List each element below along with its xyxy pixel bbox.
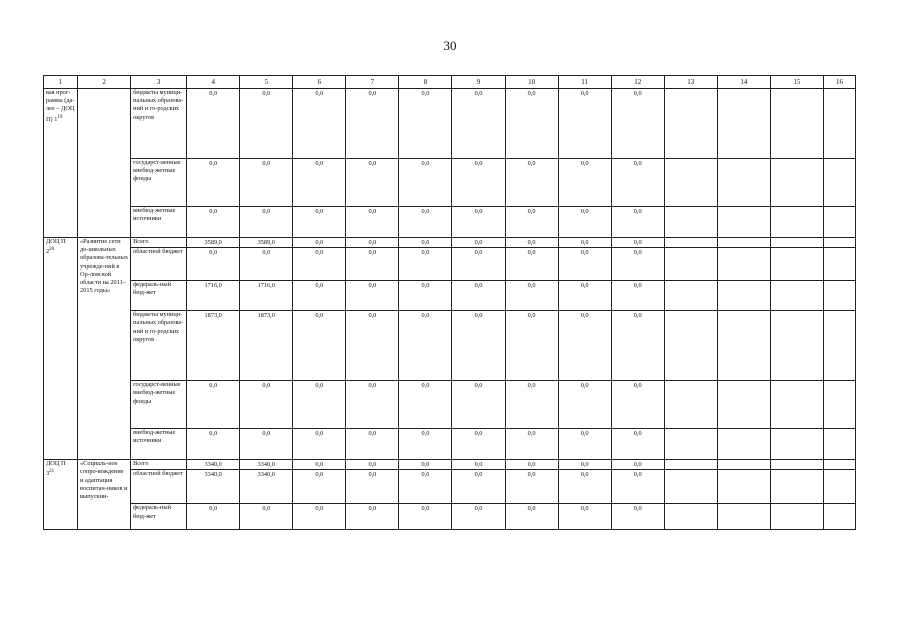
program-code-cell: [44, 238, 78, 460]
funding-source: Всего: [131, 460, 187, 470]
value-cell: 0,0: [505, 89, 558, 159]
value-cell: 0,0: [399, 207, 452, 238]
value-cell: 0,0: [293, 470, 346, 504]
value-cell: 0,0: [452, 248, 505, 281]
value-cell: 0,0: [558, 89, 611, 159]
empty-cell: [664, 460, 717, 470]
value-cell: 0,0: [187, 381, 240, 429]
empty-cell: [770, 159, 823, 207]
value-cell: 0,0: [505, 281, 558, 311]
value-cell: 0,0: [611, 207, 664, 238]
empty-cell: [717, 248, 770, 281]
value-cell: 0,0: [240, 89, 293, 159]
value-cell: 0,0: [611, 470, 664, 504]
value-cell: 1873,0: [187, 311, 240, 381]
value-cell: 0,0: [558, 248, 611, 281]
funding-source: государст-венные внебюд-жетные фонды: [131, 159, 187, 207]
value-cell: 0,0: [611, 238, 664, 248]
value-cell: 0,0: [293, 89, 346, 159]
value-cell: 0,0: [293, 248, 346, 281]
value-cell: 0,0: [240, 248, 293, 281]
column-header: 6: [293, 76, 346, 89]
funding-source: бюджеты муници-пальных образова-ний и го-родских округов: [131, 311, 187, 381]
empty-cell: [823, 470, 855, 504]
value-cell: 0,0: [293, 207, 346, 238]
table-row: [44, 429, 856, 460]
value-cell: 0,0: [452, 470, 505, 504]
value-cell: 0,0: [293, 238, 346, 248]
empty-cell: [664, 311, 717, 381]
empty-cell: [717, 381, 770, 429]
program-name-cell: [78, 460, 131, 530]
value-cell: 0,0: [399, 238, 452, 248]
column-header: 15: [770, 76, 823, 89]
empty-cell: [823, 281, 855, 311]
footnote-marker: 19: [57, 114, 63, 120]
value-cell: 0,0: [399, 89, 452, 159]
value-cell: 0,0: [558, 207, 611, 238]
value-cell: 0,0: [399, 460, 452, 470]
program-name: «Развитие сети до-школьных образова-тельных учрежде-ний в Ор-ловской области на 2011–2015 годы»: [80, 238, 129, 295]
empty-cell: [823, 460, 855, 470]
value-cell: 0,0: [611, 159, 664, 207]
empty-cell: [823, 238, 855, 248]
value-cell: 1716,0: [240, 281, 293, 311]
empty-cell: [717, 281, 770, 311]
footnote-marker: 21: [49, 469, 55, 475]
empty-cell: [717, 238, 770, 248]
value-cell: 0,0: [187, 429, 240, 460]
program-code: ДОЦ П 2: [46, 238, 66, 256]
table-row: [44, 470, 856, 504]
funding-source: Всего: [131, 238, 187, 248]
empty-cell: [717, 89, 770, 159]
table-row: [44, 504, 856, 530]
empty-cell: [664, 207, 717, 238]
value-cell: 0,0: [611, 429, 664, 460]
value-cell: 0,0: [452, 207, 505, 238]
value-cell: 0,0: [346, 238, 399, 248]
column-header: 5: [240, 76, 293, 89]
value-cell: 0,0: [293, 281, 346, 311]
empty-cell: [664, 470, 717, 504]
value-cell: 0,0: [611, 281, 664, 311]
value-cell: 0,0: [558, 470, 611, 504]
header-row: [44, 76, 856, 89]
program-code: вая прог-рамма (да-лее – ДОЦ П) 1: [46, 89, 75, 123]
value-cell: 3340,0: [187, 470, 240, 504]
value-cell: 0,0: [187, 504, 240, 530]
empty-cell: [823, 89, 855, 159]
column-header: 8: [399, 76, 452, 89]
table-row: [44, 281, 856, 311]
value-cell: 0,0: [187, 248, 240, 281]
table-row: [44, 207, 856, 238]
value-cell: 0,0: [399, 248, 452, 281]
column-header: 12: [611, 76, 664, 89]
column-header: 10: [505, 76, 558, 89]
value-cell: 0,0: [505, 504, 558, 530]
value-cell: 0,0: [187, 159, 240, 207]
program-code-cell: [44, 460, 78, 530]
value-cell: 0,0: [399, 381, 452, 429]
value-cell: 0,0: [293, 460, 346, 470]
column-header: 3: [131, 76, 187, 89]
value-cell: 0,0: [293, 504, 346, 530]
empty-cell: [770, 470, 823, 504]
empty-cell: [823, 207, 855, 238]
empty-cell: [823, 381, 855, 429]
program-name-cell: [78, 238, 131, 460]
empty-cell: [770, 248, 823, 281]
value-cell: 0,0: [611, 504, 664, 530]
value-cell: 0,0: [346, 159, 399, 207]
value-cell: 0,0: [346, 248, 399, 281]
value-cell: 0,0: [240, 159, 293, 207]
column-header: 16: [823, 76, 855, 89]
funding-source: внебюд-жетные источники: [131, 429, 187, 460]
value-cell: 3589,0: [240, 238, 293, 248]
footnote-marker: 20: [49, 247, 55, 253]
column-header: 1: [44, 76, 78, 89]
empty-cell: [664, 281, 717, 311]
value-cell: 0,0: [293, 381, 346, 429]
value-cell: 3589,0: [187, 238, 240, 248]
value-cell: 0,0: [240, 429, 293, 460]
empty-cell: [823, 429, 855, 460]
value-cell: 0,0: [346, 429, 399, 460]
empty-cell: [717, 460, 770, 470]
table-row: [44, 381, 856, 429]
value-cell: 1873,0: [240, 311, 293, 381]
value-cell: 0,0: [399, 281, 452, 311]
empty-cell: [770, 238, 823, 248]
value-cell: 0,0: [505, 238, 558, 248]
value-cell: 0,0: [611, 311, 664, 381]
funding-source: областной бюджет: [131, 248, 187, 281]
value-cell: 0,0: [452, 238, 505, 248]
funding-source: федераль-ный бюд-жет: [131, 504, 187, 530]
value-cell: 0,0: [240, 207, 293, 238]
value-cell: 0,0: [452, 89, 505, 159]
value-cell: 0,0: [452, 281, 505, 311]
table-row: [44, 248, 856, 281]
value-cell: 3340,0: [240, 460, 293, 470]
value-cell: 0,0: [558, 381, 611, 429]
empty-cell: [664, 504, 717, 530]
value-cell: 3340,0: [240, 470, 293, 504]
value-cell: 0,0: [346, 504, 399, 530]
column-header: 2: [78, 76, 131, 89]
table-row: [44, 159, 856, 207]
empty-cell: [717, 207, 770, 238]
value-cell: 0,0: [399, 470, 452, 504]
column-header: 13: [664, 76, 717, 89]
empty-cell: [664, 429, 717, 460]
value-cell: 0,0: [346, 89, 399, 159]
empty-cell: [664, 238, 717, 248]
budget-table: [43, 75, 856, 530]
empty-cell: [823, 504, 855, 530]
empty-cell: [717, 311, 770, 381]
column-header: 14: [717, 76, 770, 89]
program-code: ДОЦ П 3: [46, 460, 66, 478]
value-cell: 0,0: [611, 248, 664, 281]
empty-cell: [717, 429, 770, 460]
value-cell: 0,0: [558, 504, 611, 530]
value-cell: 0,0: [346, 311, 399, 381]
value-cell: 0,0: [452, 311, 505, 381]
value-cell: 0,0: [505, 207, 558, 238]
empty-cell: [717, 159, 770, 207]
value-cell: 0,0: [346, 207, 399, 238]
program-name: «Социаль-ное сопро-вождение и адаптация воспитан-ников и выпускни-: [80, 460, 128, 501]
empty-cell: [717, 470, 770, 504]
value-cell: 0,0: [505, 460, 558, 470]
program-name-cell: [78, 89, 131, 238]
value-cell: 0,0: [399, 504, 452, 530]
value-cell: 0,0: [505, 159, 558, 207]
value-cell: 0,0: [505, 381, 558, 429]
funding-source: федераль-ный бюд-жет: [131, 281, 187, 311]
table-row: [44, 460, 856, 470]
value-cell: 0,0: [240, 504, 293, 530]
value-cell: 0,0: [611, 460, 664, 470]
empty-cell: [770, 89, 823, 159]
value-cell: 0,0: [293, 429, 346, 460]
value-cell: 0,0: [558, 238, 611, 248]
value-cell: 0,0: [346, 460, 399, 470]
empty-cell: [770, 381, 823, 429]
value-cell: 0,0: [346, 281, 399, 311]
empty-cell: [823, 159, 855, 207]
value-cell: 0,0: [399, 311, 452, 381]
column-header: 7: [346, 76, 399, 89]
value-cell: 0,0: [187, 207, 240, 238]
value-cell: 0,0: [293, 159, 346, 207]
value-cell: 0,0: [558, 429, 611, 460]
funding-source: бюджеты муници-пальных образова-ний и го-родских округов: [131, 89, 187, 159]
value-cell: 0,0: [505, 429, 558, 460]
value-cell: 0,0: [293, 311, 346, 381]
value-cell: 0,0: [452, 159, 505, 207]
empty-cell: [664, 159, 717, 207]
value-cell: 0,0: [399, 429, 452, 460]
empty-cell: [770, 504, 823, 530]
value-cell: 0,0: [558, 159, 611, 207]
column-header: 4: [187, 76, 240, 89]
value-cell: 0,0: [399, 159, 452, 207]
value-cell: 0,0: [240, 381, 293, 429]
empty-cell: [823, 248, 855, 281]
empty-cell: [823, 311, 855, 381]
value-cell: 0,0: [505, 470, 558, 504]
value-cell: 0,0: [452, 429, 505, 460]
funding-source: государст-венные внебюд-жетные фонды: [131, 381, 187, 429]
column-header: 9: [452, 76, 505, 89]
value-cell: 0,0: [558, 311, 611, 381]
value-cell: 0,0: [187, 89, 240, 159]
empty-cell: [717, 504, 770, 530]
empty-cell: [770, 460, 823, 470]
value-cell: 0,0: [452, 381, 505, 429]
column-header: 11: [558, 76, 611, 89]
value-cell: 0,0: [505, 311, 558, 381]
value-cell: 3340,0: [187, 460, 240, 470]
empty-cell: [770, 311, 823, 381]
funding-source: внебюд-жетные источники: [131, 207, 187, 238]
value-cell: 0,0: [558, 460, 611, 470]
empty-cell: [664, 248, 717, 281]
value-cell: 0,0: [611, 89, 664, 159]
table-row: [44, 238, 856, 248]
empty-cell: [770, 429, 823, 460]
value-cell: 0,0: [611, 381, 664, 429]
page-number: 30: [443, 38, 457, 53]
value-cell: 0,0: [452, 460, 505, 470]
value-cell: 0,0: [505, 248, 558, 281]
empty-cell: [664, 89, 717, 159]
table-row: [44, 89, 856, 159]
value-cell: 0,0: [558, 281, 611, 311]
value-cell: 0,0: [452, 504, 505, 530]
empty-cell: [664, 381, 717, 429]
empty-cell: [770, 281, 823, 311]
value-cell: 1716,0: [187, 281, 240, 311]
value-cell: 0,0: [346, 470, 399, 504]
program-code-cell: [44, 89, 78, 238]
table-row: [44, 311, 856, 381]
empty-cell: [770, 207, 823, 238]
funding-source: областной бюджет: [131, 470, 187, 504]
value-cell: 0,0: [346, 381, 399, 429]
table-body: [44, 76, 856, 530]
